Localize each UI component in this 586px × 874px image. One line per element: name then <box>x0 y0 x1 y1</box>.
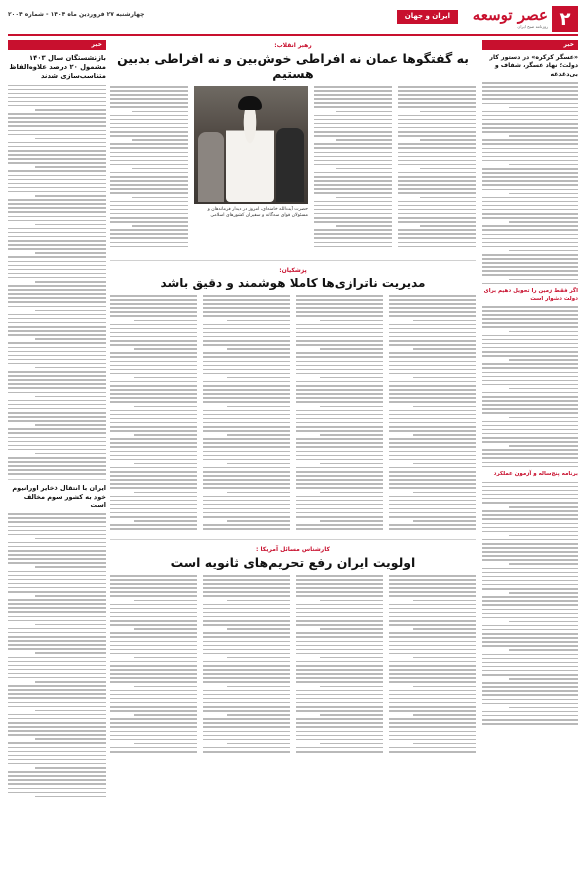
photo-figure-right <box>276 128 304 202</box>
header-divider <box>8 34 578 36</box>
page-number: ۲ <box>552 6 578 32</box>
uranium-body-text <box>8 513 106 797</box>
pension-body-text <box>8 85 106 475</box>
third-article-body <box>110 575 476 765</box>
article-text-column <box>203 295 290 531</box>
photo-figure-center <box>226 100 274 202</box>
lead-article-body <box>110 86 476 256</box>
lead-headline[interactable]: به گفتگوها عمان نه افراطی خوش‌بین و نه افراطی بدبین هستیم <box>117 51 469 81</box>
left-news-column <box>8 40 106 868</box>
section-label[interactable]: ایران و جهان <box>397 10 458 24</box>
right-column-label: خبر <box>482 40 578 50</box>
main-news-column <box>110 40 476 868</box>
photo-figure-left <box>198 132 224 202</box>
left-column-label: خبر <box>8 40 106 50</box>
masthead <box>8 6 578 34</box>
article-text-column <box>389 575 476 761</box>
article-divider-2 <box>110 539 476 540</box>
article-divider <box>110 260 476 261</box>
article-text-column <box>296 575 383 761</box>
lead-photo-block <box>194 86 308 256</box>
brief-body-text-2 <box>482 306 578 467</box>
article-kicker: رهبر انقلاب: <box>274 42 312 49</box>
brief-subheading-2: برنامه پنج‌ساله و آزمون عملکرد <box>493 471 578 478</box>
article-text-column <box>296 295 383 531</box>
brand-logo[interactable] <box>473 6 548 24</box>
article-text-column <box>203 575 290 761</box>
lead-photo[interactable] <box>194 86 308 204</box>
pension-headline[interactable]: بازنشستگان سال ۱۴۰۳ مشمول ۲۰ درصد علاوه‌الفاظ متناسب‌سازی شدند <box>9 54 106 81</box>
brief-body-text-3 <box>482 482 578 725</box>
article-kicker-3: کارشناس مسائل آمریکا : <box>256 546 330 553</box>
article-kicker-2: پزشکیان: <box>279 267 307 274</box>
article-text-column <box>389 295 476 531</box>
article-text-column <box>110 575 197 761</box>
third-headline[interactable]: اولویت ایران رفع تحریم‌های ثانویه است <box>170 555 416 570</box>
left-divider <box>8 479 106 480</box>
photo-figure-head <box>238 96 262 110</box>
uranium-headline[interactable]: ایران با انتقال ذخایر اورانیوم خود به کشور سوم مخالف است <box>12 483 106 510</box>
article-text-column <box>314 86 392 252</box>
brief-body-text <box>482 82 578 284</box>
photo-caption: حضرت آیت‌الله خامنه‌ای، امروز در دیدار فرماندهان و مسئولان قوای سه‌گانه و سفیران کشورهای اسلامی <box>207 207 308 218</box>
brief-subheading: اگر فقط زمین را تحویل دهیم برای دولت دشوار است <box>483 288 578 302</box>
second-headline[interactable]: مدیریت ناترازی‌ها کاملا هوشمند و دقیق باشد <box>160 276 426 290</box>
brand-name: عصر توسعه <box>472 6 548 24</box>
issue-date: چهارشنبه ۲۷ فروردین ماه ۱۴۰۴ - شماره ۲۰۰۴ <box>8 11 145 18</box>
right-news-column <box>482 40 578 868</box>
second-article-body <box>110 295 476 535</box>
article-text-column <box>110 295 197 531</box>
article-text-column <box>110 86 188 252</box>
article-text-column <box>398 86 476 252</box>
brief-headline[interactable]: «عسگر کرکره» در دستور کار دولت؛ نهاد عسگر، شفاف و بی‌دغدغه <box>489 54 578 78</box>
brand-tagline: روزنامه صبح ایران <box>517 24 548 29</box>
